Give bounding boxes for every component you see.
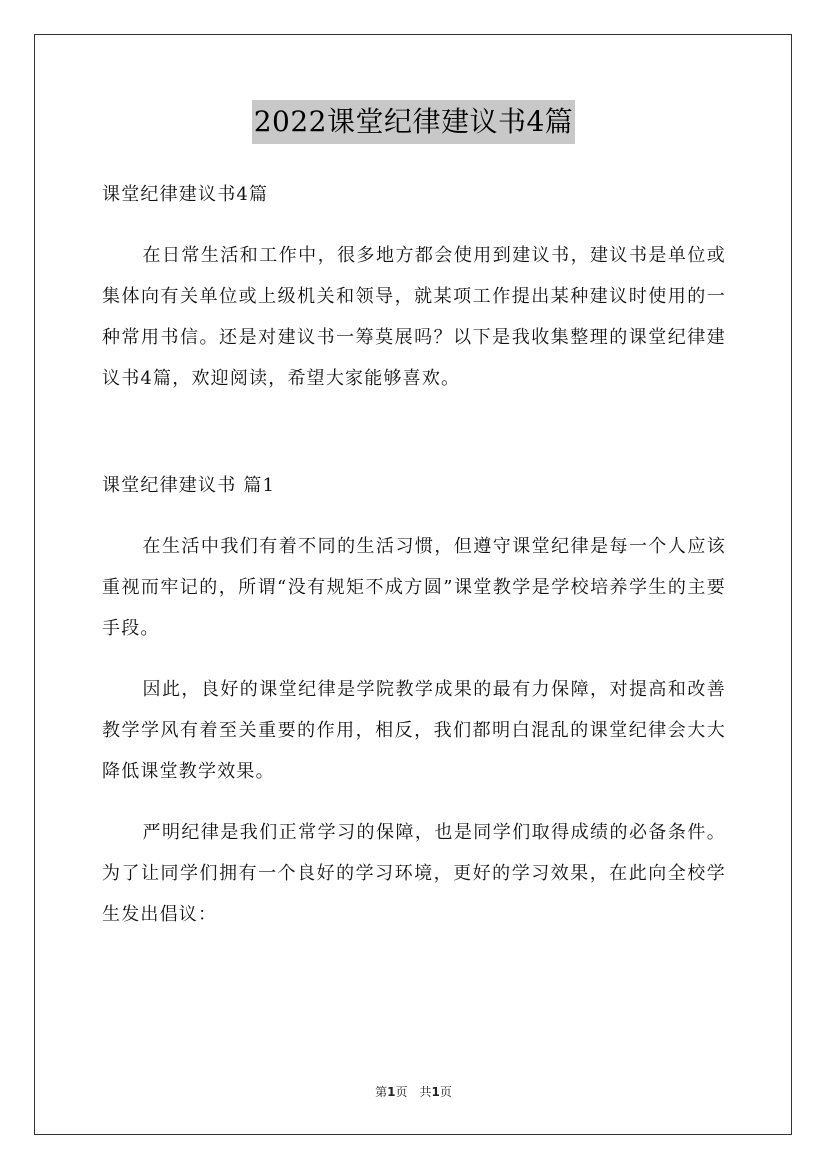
intro-paragraph: 在日常生活和工作中，很多地方都会使用到建议书，建议书是单位或集体向有关单位或上级机关和领导，就某项工作提出某种建议时使用的一种常用书信。还是对建议书一筹莫展吗？以下是我收集整理的课堂纪律建议书4篇，欢迎阅读，希望大家能够喜欢。 — [102, 245, 726, 389]
document-title: 2022课堂纪律建议书4篇 — [252, 100, 576, 144]
title-wrap — [0, 100, 827, 144]
spacer — [102, 792, 726, 812]
page-mid: 页 共 — [395, 1085, 432, 1099]
page-suffix: 页 — [439, 1085, 452, 1099]
body-paragraph-1: 在生活中我们有着不同的生活习惯，但遵守课堂纪律是每一个人应该重视而牢记的，所谓“没有规矩不成方圆”课堂教学是学校培养学生的主要手段。 — [102, 536, 726, 639]
body-paragraph-3: 严明纪律是我们正常学习的保障，也是同学们取得成绩的必备条件。为了让同学们拥有一个良好的学习环境，更好的学习效果，在此向全校学生发出倡议： — [102, 822, 726, 925]
document-body — [102, 174, 726, 935]
page-total: 1 — [431, 1085, 440, 1099]
spacer — [102, 649, 726, 669]
body-paragraph-2: 因此，良好的课堂纪律是学院教学成果的最有力保障，对提高和改善教学学风有着至关重要的作用，相反，我们都明白混乱的课堂纪律会大大降低课堂教学效果。 — [102, 679, 726, 782]
page-current: 1 — [387, 1085, 396, 1099]
section-heading: 课堂纪律建议书 篇1 — [102, 475, 276, 496]
page-footer — [0, 1083, 827, 1100]
spacer — [102, 215, 726, 235]
page-prefix: 第 — [375, 1085, 388, 1099]
spacer — [102, 506, 726, 526]
document-subtitle: 课堂纪律建议书4篇 — [102, 184, 269, 205]
spacer — [102, 399, 726, 465]
